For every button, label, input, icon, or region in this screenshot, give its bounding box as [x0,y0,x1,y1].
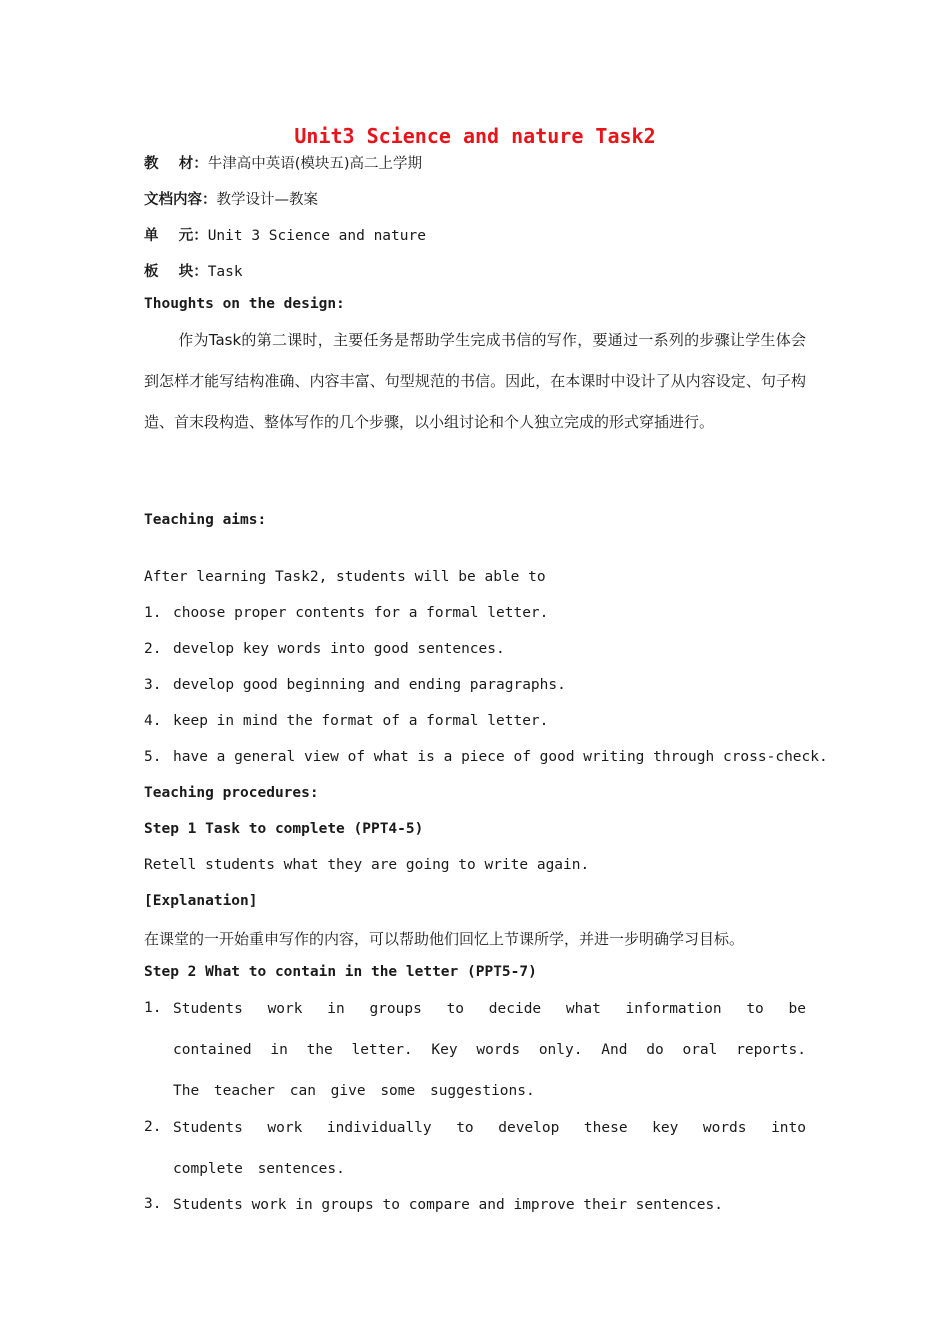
step2-item-3: Students work in groups to compare and improve their sentences. [173,1197,723,1213]
step1-text: Retell students what they are going to write again. [144,857,590,873]
item-text: have a general view of what is a piece of good writing through cross-check. [173,749,828,765]
meta-section [144,260,243,281]
step1-heading: Step 1 Task to complete (PPT4-5) [144,821,424,837]
meta-value: 教学设计—教案 [216,192,318,208]
thoughts-heading: Thoughts on the design: [144,296,345,312]
meta-value: 牛津高中英语(模块五)高二上学期 [207,156,423,172]
step2-item-1: Students work in groups to decide what information to be contained in the letter. Key words only. And do oral reports. The teacher can give some suggestions. [173,1001,806,1099]
item-number: 1. [144,1000,162,1016]
meta-value: Unit 3 Science and nature [207,228,426,244]
procedures-heading: Teaching procedures: [144,785,319,801]
meta-label: 板 块： [144,264,208,280]
step2-item-2: Students work individually to develop these key words into complete sentences. [173,1120,806,1177]
thoughts-text: 作为Task的第二课时，主要任务是帮助学生完成书信的写作，要通过一系列的步骤让学生体会到怎样才能写结构准确、内容丰富、句型规范的书信。因此，在本课时中设计了从内容设定、句子构造、首末段构造、整体写作的几个步骤，以小组讨论和个人独立完成的形式穿插进行。 [144,331,806,431]
meta-label: 教 材： [144,156,208,172]
explanation-label: [Explanation] [144,893,258,909]
item-number: 5. [144,749,162,765]
meta-label: 文档内容： [144,192,217,208]
document-title: Unit3 Science and nature Task2 [294,124,656,148]
item-number: 3. [144,677,162,693]
item-text: choose proper contents for a formal letter. [173,605,549,621]
item-number: 2. [144,641,162,657]
item-text: develop key words into good sentences. [173,641,505,657]
list-item [144,641,505,657]
list-item [144,749,828,765]
meta-value: Task [207,264,243,280]
meta-content [144,188,318,209]
meta-textbook [144,152,422,173]
meta-unit [144,224,426,245]
step2-heading: Step 2 What to contain in the letter (PPT5-7) [144,964,537,980]
item-number: 4. [144,713,162,729]
item-text: develop good beginning and ending paragraphs. [173,677,566,693]
aims-intro: After learning Task2, students will be able to [144,569,546,585]
item-number: 1. [144,605,162,621]
explanation-text: 在课堂的一开始重申写作的内容，可以帮助他们回忆上节课所学，并进一步明确学习目标。 [144,930,745,948]
item-number: 3. [144,1196,162,1212]
list-item [144,605,548,621]
thoughts-paragraph [144,320,806,443]
meta-label: 单 元： [144,228,208,244]
list-item [144,677,566,693]
aims-heading: Teaching aims: [144,512,267,528]
list-item [144,713,548,729]
item-number: 2. [144,1119,162,1135]
item-text: keep in mind the format of a formal letter. [173,713,549,729]
